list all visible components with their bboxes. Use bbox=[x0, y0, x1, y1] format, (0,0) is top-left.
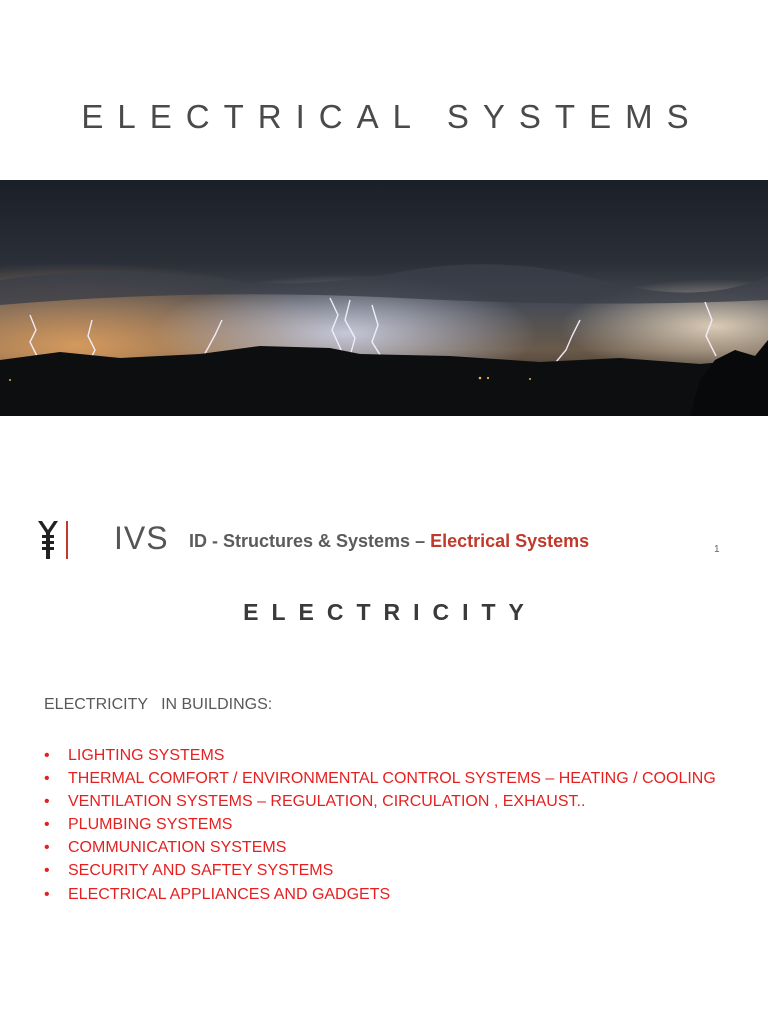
list-item-text: PLUMBING SYSTEMS bbox=[68, 816, 233, 834]
section-title: ELECTRICITY bbox=[243, 599, 537, 625]
list-item-text: SECURITY AND SAFTEY SYSTEMS bbox=[68, 862, 334, 880]
lightning-storm-photo bbox=[0, 180, 768, 416]
slide-title: ELECTRICAL SYSTEMS bbox=[81, 98, 703, 135]
ivs-logo bbox=[36, 519, 169, 561]
list-item-text: COMMUNICATION SYSTEMS bbox=[68, 839, 287, 857]
list-item-text: ELECTRICAL APPLIANCES AND GADGETS bbox=[68, 885, 391, 903]
section-intro: ELECTRICITY IN BUILDINGS: bbox=[44, 696, 273, 713]
list-item: • LIGHTING SYSTEMS bbox=[44, 747, 225, 764]
list-item: • COMMUNICATION SYSTEMS bbox=[44, 839, 287, 857]
list-item-text: THERMAL COMFORT / ENVIRONMENTAL CONTROL SYSTEMS – HEATING / COOLING bbox=[68, 770, 716, 788]
list-item: • SECURITY AND SAFTEY SYSTEMS bbox=[44, 862, 334, 880]
list-item: • THERMAL COMFORT / ENVIRONMENTAL CONTROL SYSTEMS – HEATING / COOLING bbox=[44, 770, 716, 788]
list-item: • PLUMBING SYSTEMS bbox=[44, 816, 233, 834]
list-item: • VENTILATION SYSTEMS – REGULATION, CIRCULATION , EXHAUST.. bbox=[44, 793, 586, 811]
list-item-text: VENTILATION SYSTEMS – REGULATION, CIRCULATION , EXHAUST.. bbox=[68, 793, 586, 811]
systems-list bbox=[44, 744, 716, 906]
course-prefix: ID - Structures & Systems – bbox=[189, 531, 431, 551]
page-number: 1 bbox=[714, 544, 720, 555]
ivs-emblem-icon bbox=[36, 519, 106, 561]
course-title bbox=[189, 531, 589, 552]
list-item-text: LIGHTING SYSTEMS bbox=[68, 747, 225, 764]
logo-text: IVS bbox=[114, 520, 169, 556]
course-accent: Electrical Systems bbox=[430, 531, 590, 551]
list-item: • ELECTRICAL APPLIANCES AND GADGETS bbox=[44, 885, 391, 903]
